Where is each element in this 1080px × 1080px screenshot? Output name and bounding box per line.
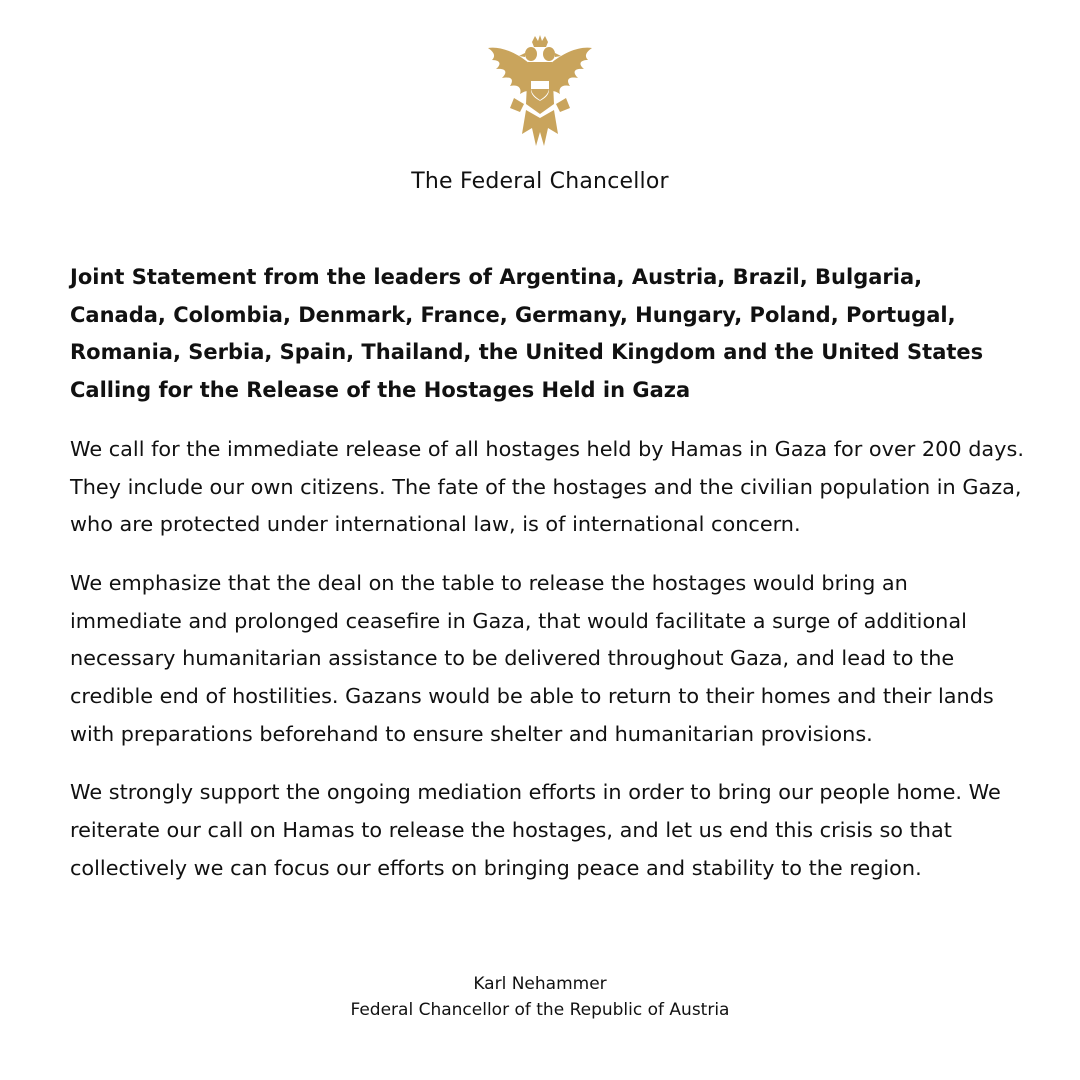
- statement-paragraph-2: We emphasize that the deal on the table to release the hostages would bring an immediate and prolonged ceasefire in Gaza, that would facilitate a surge of additional necessary humanitarian assistance to be delivered throughout Gaza, and lead to the credible end of hostilities. Gazans would be able to return to their homes and their lands with preparations beforehand to ensure shelter and humanitarian provisions.: [70, 570, 994, 746]
- statement-paragraph-1: We call for the immediate release of all hostages held by Hamas in Gaza for over 200 days. They include our own citizens. The fate of the hostages and the civilian population in Gaza, who are protected under international law, is of international concern.: [70, 436, 1024, 537]
- statement-headline: Joint Statement from the leaders of Argentina, Austria, Brazil, Bulgaria, Canada, Colombia, Denmark, France, Germany, Hungary, Poland, Portugal, Romania, Serbia, Spain, Thailand, the United Kingdom and the United States Calling for the Release of the Hostages Held in Gaza: [70, 265, 984, 403]
- austrian-eagle-icon: [486, 34, 594, 152]
- signature-block: [0, 971, 1080, 1023]
- issuer-title: The Federal Chancellor: [411, 169, 669, 194]
- signatory-title: Federal Chancellor of the Republic of Austria: [350, 1000, 730, 1020]
- statement-paragraph-3: We strongly support the ongoing mediation efforts in order to bring our people home. We reiterate our call on Hamas to release the hostages, and let us end this crisis so that collectively we can focus our efforts on bringing peace and stability to the region.: [70, 780, 1001, 880]
- signatory-name: Karl Nehammer: [473, 974, 607, 994]
- statement-body: [70, 259, 1025, 909]
